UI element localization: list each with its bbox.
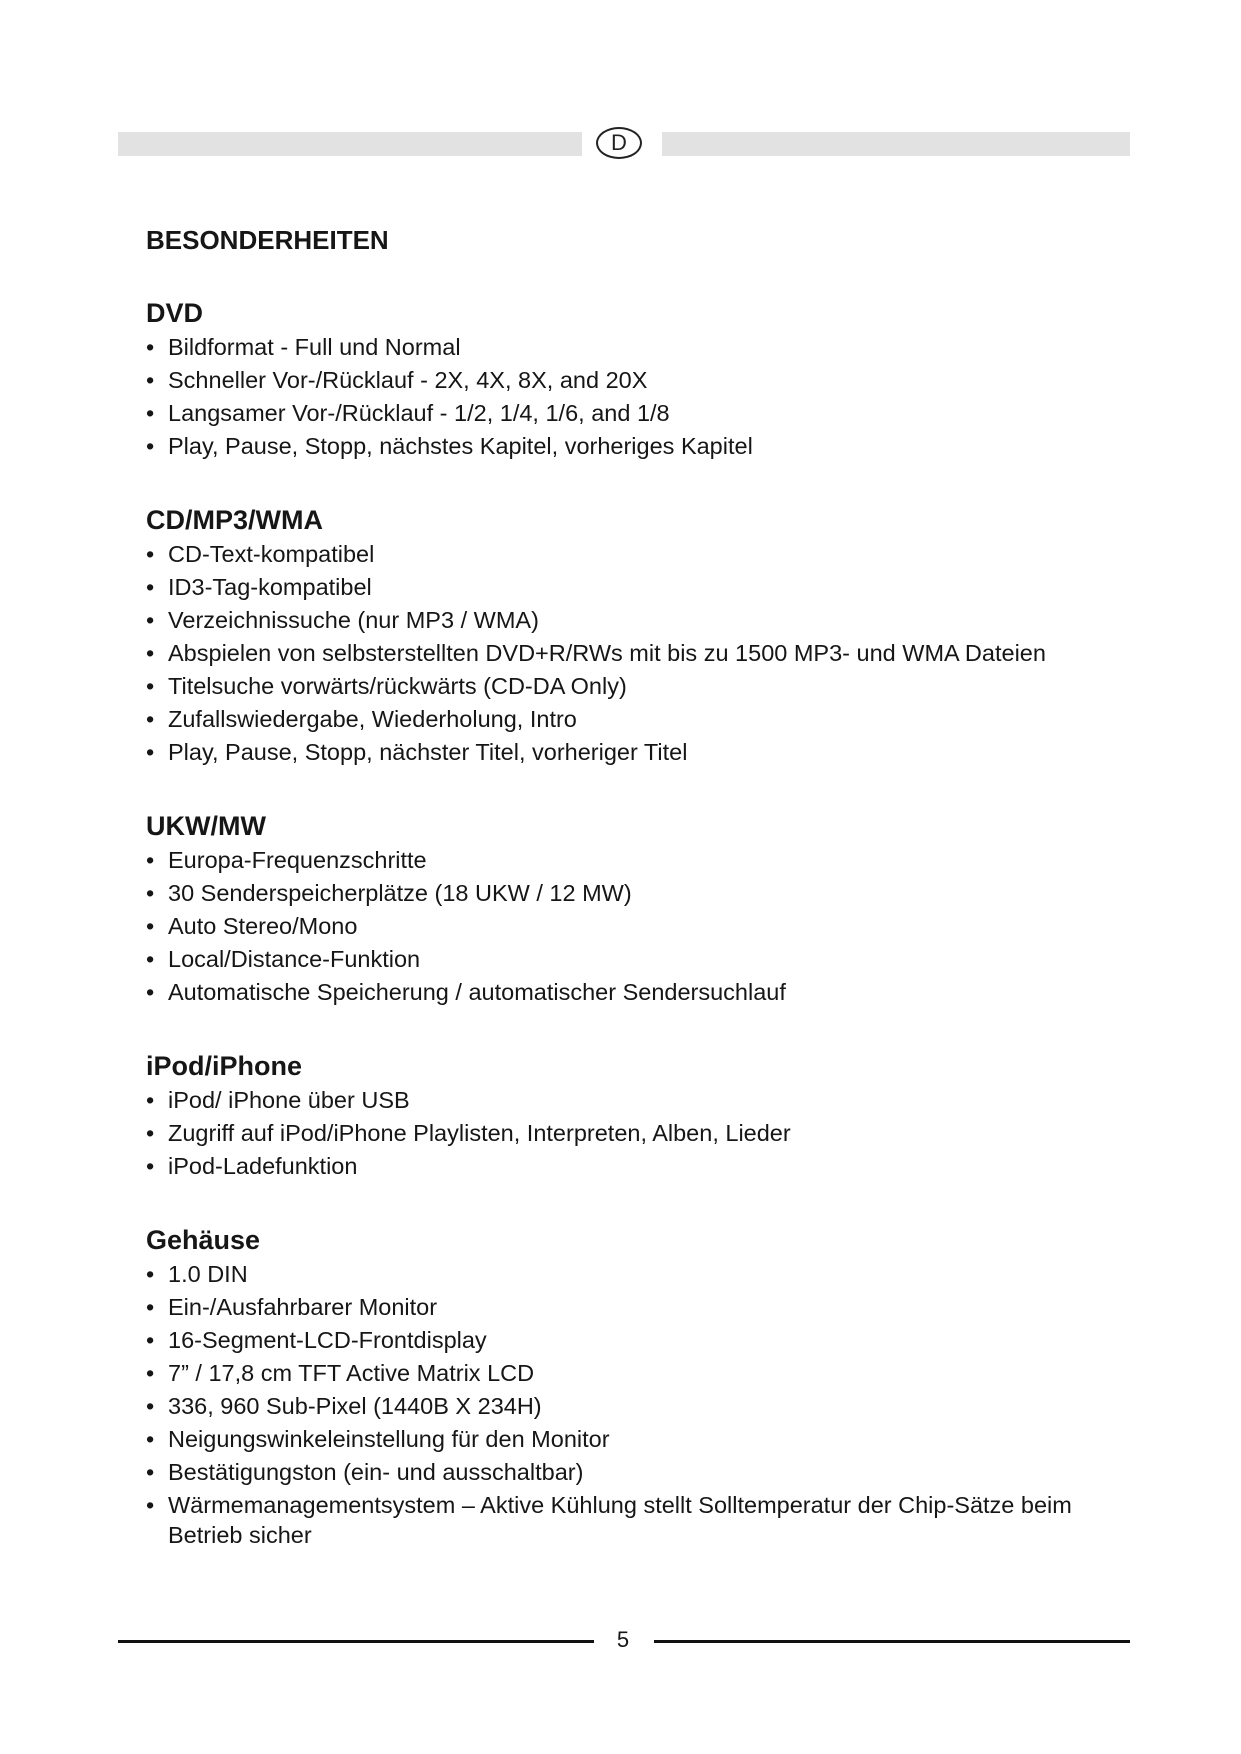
list-item: • 7” / 17,8 cm TFT Active Matrix LCD — [146, 1358, 1106, 1388]
list-item: • Play, Pause, Stopp, nächster Titel, vorheriger Titel — [146, 737, 1106, 767]
section-ipod-iphone — [146, 1049, 1106, 1181]
list-item: • 336, 960 Sub-Pixel (1440B X 234H) — [146, 1391, 1106, 1421]
section-heading: iPod/iPhone — [146, 1051, 303, 1081]
page-content — [146, 225, 1106, 1592]
section-heading: DVD — [146, 298, 204, 328]
list-item: • iPod-Ladefunktion — [146, 1151, 1106, 1181]
list-item: • Ein-/Ausfahrbarer Monitor — [146, 1292, 1106, 1322]
list-item: • Bildformat - Full und Normal — [146, 332, 1106, 362]
list-item: • Titelsuche vorwärts/rückwärts (CD-DA Only) — [146, 671, 1106, 701]
list-item: • 1.0 DIN — [146, 1259, 1106, 1289]
list-item: • Schneller Vor-/Rücklauf - 2X, 4X, 8X, and 20X — [146, 365, 1106, 395]
footer-rule-right — [654, 1640, 1130, 1643]
list-item: • Zufallswiedergabe, Wiederholung, Intro — [146, 704, 1106, 734]
page-title: BESONDERHEITEN — [146, 225, 389, 255]
list-item: • Auto Stereo/Mono — [146, 911, 1106, 941]
section-ukw-mw — [146, 809, 1106, 1007]
section-heading: CD/MP3/WMA — [146, 505, 323, 535]
feature-list — [146, 539, 1106, 767]
list-item: • CD-Text-kompatibel — [146, 539, 1106, 569]
page-number: 5 — [616, 1627, 630, 1652]
language-badge: D — [596, 127, 642, 159]
list-item: • Verzeichnissuche (nur MP3 / WMA) — [146, 605, 1106, 635]
section-heading: Gehäuse — [146, 1225, 261, 1255]
feature-list — [146, 332, 1106, 461]
list-item: • Bestätigungston (ein- und ausschaltbar) — [146, 1457, 1106, 1487]
list-item: • Zugriff auf iPod/iPhone Playlisten, Interpreten, Alben, Lieder — [146, 1118, 1106, 1148]
list-item: • Play, Pause, Stopp, nächstes Kapitel, vorheriges Kapitel — [146, 431, 1106, 461]
section-heading: UKW/MW — [146, 811, 266, 841]
list-item: • ID3-Tag-kompatibel — [146, 572, 1106, 602]
feature-list — [146, 1085, 1106, 1181]
list-item: • 30 Senderspeicherplätze (18 UKW / 12 MW) — [146, 878, 1106, 908]
list-item: • Local/Distance-Funktion — [146, 944, 1106, 974]
header-bar-right — [662, 132, 1130, 156]
list-item: • 16-Segment-LCD-Frontdisplay — [146, 1325, 1106, 1355]
list-item: • Wärmemanagementsystem – Aktive Kühlung stellt Solltemperatur der Chip-Sätze beim Betrieb sicher — [146, 1490, 1106, 1550]
feature-list — [146, 845, 1106, 1007]
section-dvd — [146, 296, 1106, 461]
list-item: • Neigungswinkeleinstellung für den Monitor — [146, 1424, 1106, 1454]
list-item: • Langsamer Vor-/Rücklauf - 1/2, 1/4, 1/6, and 1/8 — [146, 398, 1106, 428]
section-cd-mp3-wma — [146, 503, 1106, 767]
feature-list — [146, 1259, 1106, 1550]
list-item: • iPod/ iPhone über USB — [146, 1085, 1106, 1115]
list-item: • Europa-Frequenzschritte — [146, 845, 1106, 875]
list-item: • Automatische Speicherung / automatischer Sendersuchlauf — [146, 977, 1106, 1007]
list-item: • Abspielen von selbsterstellten DVD+R/RWs mit bis zu 1500 MP3- und WMA Dateien — [146, 638, 1106, 668]
section-gehaeuse — [146, 1223, 1106, 1550]
footer-rule-left — [118, 1640, 594, 1643]
header-bar-left — [118, 132, 582, 156]
